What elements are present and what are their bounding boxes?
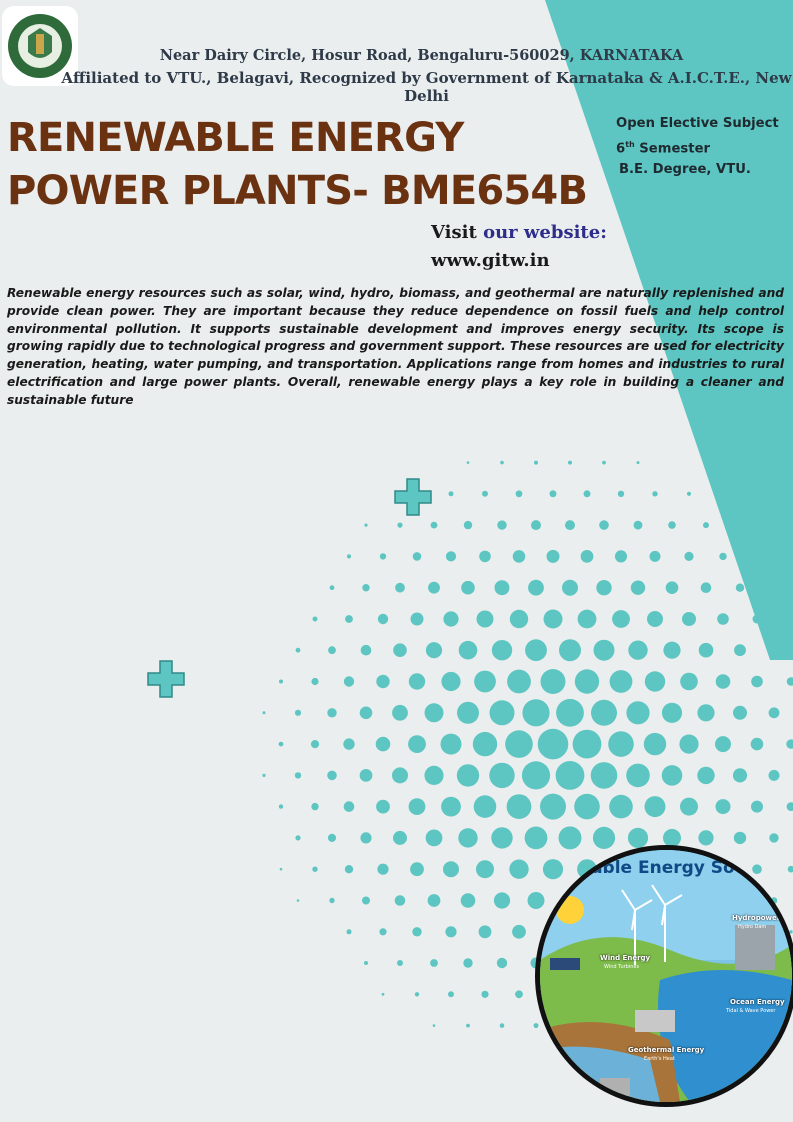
halftone-dot (701, 582, 712, 593)
halftone-dot (699, 643, 714, 658)
halftone-dot (751, 801, 763, 813)
halftone-dot (769, 833, 778, 842)
halftone-dot (584, 490, 591, 497)
halftone-dot (618, 491, 624, 497)
halftone-dot (525, 639, 547, 661)
subject-type: Open Elective Subject (616, 116, 779, 131)
halftone-dot (425, 703, 444, 722)
halftone-dot (467, 461, 470, 464)
subject-info (616, 113, 779, 180)
halftone-dot (376, 800, 390, 814)
college-affiliation: Affiliated to VTU., Belagavi, Recognized by Government of Karnataka & A.I.C.T.E., New Delhi (61, 69, 792, 105)
halftone-dot (509, 860, 528, 879)
halftone-dot (392, 705, 408, 721)
halftone-dot (461, 893, 476, 908)
halftone-dot (547, 550, 560, 563)
halftone-dot (459, 641, 478, 660)
halftone-dot (428, 894, 441, 907)
halftone-dot (559, 826, 582, 849)
halftone-dot (565, 520, 575, 530)
visit-website-label (431, 222, 607, 243)
halftone-dot (377, 864, 388, 875)
plus-icon (146, 659, 186, 699)
halftone-dot (594, 640, 615, 661)
halftone-dot (644, 733, 666, 755)
course-title-line-2: POWER PLANTS- BME654B (7, 168, 588, 214)
halftone-dot (311, 740, 319, 748)
halftone-dot (347, 554, 351, 558)
halftone-dot (525, 827, 548, 850)
halftone-dot (360, 832, 371, 843)
halftone-dot (408, 735, 426, 753)
halftone-dot (512, 925, 526, 939)
halftone-dot (771, 585, 777, 591)
halftone-dot (490, 700, 515, 725)
halftone-dot (482, 491, 488, 497)
halftone-dot (361, 645, 372, 656)
halftone-dot (787, 802, 793, 811)
halftone-dot (360, 769, 373, 782)
halftone-dot (393, 643, 407, 657)
halftone-dot (500, 461, 504, 465)
halftone-dot (562, 580, 578, 596)
halftone-dot (544, 610, 563, 629)
halftone-dot (395, 583, 405, 593)
halftone-dot (788, 866, 793, 873)
halftone-dot (279, 742, 284, 747)
halftone-dot (494, 892, 510, 908)
halftone-dot (608, 731, 634, 757)
halftone-dot (489, 763, 514, 788)
college-address: Near Dairy Circle, Hosur Road, Bengaluru-560029, KARNATAKA (159, 47, 684, 64)
halftone-dot (733, 768, 747, 782)
halftone-dot (736, 584, 744, 592)
halftone-dot (626, 764, 650, 788)
halftone-dot (578, 610, 597, 629)
halftone-dot (684, 552, 693, 561)
halftone-dot (296, 648, 301, 653)
halftone-dot (753, 615, 762, 624)
halftone-dot (344, 676, 354, 686)
halftone-dot (279, 680, 283, 684)
halftone-dot (430, 959, 438, 967)
halftone-dot (593, 827, 615, 849)
halftone-dot (540, 794, 566, 820)
halftone-dot (505, 730, 533, 758)
halftone-dot (345, 615, 353, 623)
halftone-dot (559, 639, 581, 661)
halftone-dot (397, 523, 402, 528)
halftone-dot (376, 737, 391, 752)
halftone-dot (495, 580, 510, 595)
halftone-dot (295, 710, 301, 716)
halftone-dot (610, 670, 633, 693)
halftone-dot (698, 830, 713, 845)
halftone-dot (364, 524, 367, 527)
halftone-dot (328, 834, 336, 842)
halftone-dot (379, 928, 386, 935)
halftone-dot (497, 520, 506, 529)
halftone-dot (568, 461, 572, 465)
halftone-dot (634, 521, 643, 530)
halftone-dot (410, 862, 424, 876)
halftone-dot (477, 611, 494, 628)
halftone-dot (528, 892, 545, 909)
halftone-dot (787, 677, 793, 686)
halftone-dot (628, 828, 648, 848)
halftone-dot (534, 461, 538, 465)
halftone-dot (297, 899, 300, 902)
halftone-dot (769, 770, 780, 781)
halftone-dot (382, 993, 385, 996)
geothermal-energy-sublabel: Earth's Heat (644, 1056, 675, 1062)
illustration-banner: vable Energy Sour (580, 858, 756, 878)
halftone-dot (786, 739, 793, 748)
halftone-dot (716, 674, 731, 689)
halftone-dot (650, 551, 661, 562)
halftone-dot (612, 610, 630, 628)
halftone-dot (295, 772, 301, 778)
description-paragraph: Renewable energy resources such as solar, wind, hydro, biomass, and geothermal are naturally replenished and provide clean power. They are important because they reduce dependence on fossil fuels and help control environmental pollution. It supports sustainable development and improves energy security. Its scope is growing rapidly due to technological progress and government support. These resources are used for electricity generation, heating, water pumping, and transportation. Applications range from homes and industries to rural electrification and large power plants. Overall, renewable energy plays a key role in building a cleaner and sustainable future (7, 286, 784, 407)
halftone-dot (397, 960, 403, 966)
halftone-dot (596, 580, 611, 595)
halftone-dot (481, 991, 488, 998)
ocean-energy-label: Ocean Energy (730, 998, 785, 1006)
hydropower-sublabel: Hydro Dam (738, 924, 767, 930)
halftone-dot (476, 860, 494, 878)
halftone-dot (507, 794, 532, 819)
halftone-dot (599, 520, 609, 530)
halftone-dot (330, 585, 335, 590)
halftone-dot (441, 734, 462, 755)
halftone-dot (666, 581, 679, 594)
halftone-dot (344, 801, 355, 812)
halftone-dot (522, 761, 550, 789)
halftone-dot (446, 551, 456, 561)
halftone-dot (311, 803, 318, 810)
halftone-dot (769, 707, 780, 718)
halftone-dot (347, 929, 352, 934)
halftone-dot (716, 799, 731, 814)
visit-word: Visit (431, 222, 477, 243)
halftone-dot (628, 641, 647, 660)
halftone-dot (395, 895, 406, 906)
halftone-dot (327, 708, 336, 717)
wind-energy-sublabel: Wind Turbines (604, 964, 640, 970)
hydropower-label: Hydropower (732, 914, 781, 922)
halftone-dot (426, 830, 443, 847)
halftone-dot (492, 640, 512, 660)
halftone-dot (668, 521, 676, 529)
halftone-dot (575, 669, 599, 693)
halftone-dot (464, 521, 472, 529)
our-word: our (483, 222, 518, 243)
halftone-dot (722, 493, 725, 496)
halftone-dot (295, 835, 300, 840)
halftone-dot (602, 461, 606, 465)
course-title-line-1: RENEWABLE ENERGY (7, 115, 464, 161)
halftone-dot (409, 673, 425, 689)
website-url[interactable]: www.gitw.in (431, 250, 550, 271)
halftone-dot (581, 550, 594, 563)
halftone-dot (719, 553, 726, 560)
semester-suffix: th (625, 140, 635, 149)
halftone-dot (687, 492, 691, 496)
halftone-dot (615, 550, 627, 562)
halftone-dot (311, 678, 318, 685)
halftone-dot (328, 646, 336, 654)
halftone-dot (754, 554, 759, 559)
halftone-dot (474, 671, 496, 693)
halftone-dot (362, 584, 369, 591)
halftone-dot (441, 797, 461, 817)
ocean-energy-sublabel: Tidal & Wave Power (726, 1008, 776, 1014)
halftone-dot (697, 704, 714, 721)
halftone-dot (751, 676, 763, 688)
halftone-dot (682, 612, 696, 626)
halftone-dot (491, 827, 512, 848)
halftone-dot (703, 522, 709, 528)
halftone-dot (479, 551, 491, 563)
halftone-dot (280, 868, 283, 871)
halftone-dot (441, 672, 460, 691)
halftone-dot (751, 738, 764, 751)
halftone-dot (531, 520, 541, 530)
halftone-dot (556, 761, 585, 790)
halftone-dot (279, 804, 283, 808)
halftone-dot (362, 897, 370, 905)
halftone-dot (662, 703, 682, 723)
halftone-dot (770, 646, 779, 655)
halftone-dot (652, 491, 657, 496)
semester-info (616, 134, 779, 159)
halftone-dot (474, 795, 497, 818)
halftone-dot (380, 553, 386, 559)
halftone-dot (717, 613, 729, 625)
halftone-dot (431, 522, 438, 529)
halftone-dot (461, 581, 475, 595)
halftone-dot (376, 675, 389, 688)
halftone-dot (458, 828, 477, 847)
energy-landscape-image (540, 850, 792, 1102)
halftone-dot (457, 702, 479, 724)
halftone-dot (411, 613, 424, 626)
halftone-dot (626, 701, 649, 724)
halftone-dot (449, 491, 454, 496)
halftone-dot (534, 1023, 539, 1028)
halftone-dot (393, 831, 407, 845)
halftone-dot (609, 795, 633, 819)
halftone-dot (790, 555, 793, 558)
halftone-dot (500, 1023, 505, 1028)
halftone-dot (313, 617, 318, 622)
halftone-dot (738, 523, 742, 527)
website-word: website: (523, 222, 607, 243)
halftone-dot (473, 732, 497, 756)
halftone-dot (424, 766, 443, 785)
halftone-dot (345, 865, 353, 873)
halftone-dot (428, 582, 440, 594)
halftone-dot (550, 490, 557, 497)
halftone-dot (556, 699, 584, 727)
halftone-dot (378, 614, 388, 624)
plus-icon (393, 477, 433, 517)
halftone-dot (463, 958, 472, 967)
halftone-dot (327, 771, 337, 781)
halftone-dot (647, 611, 663, 627)
geothermal-energy-label: Geothermal Energy (628, 1046, 705, 1054)
halftone-dot (591, 762, 618, 789)
halftone-dot (679, 735, 698, 754)
renewable-energy-illustration (535, 845, 793, 1107)
halftone-dot (734, 832, 746, 844)
halftone-dot (443, 611, 458, 626)
semester-word: Semester (634, 141, 711, 157)
halftone-dot (457, 764, 479, 786)
halftone-dot (513, 550, 526, 563)
halftone-dot (662, 765, 683, 786)
halftone-dot (448, 991, 454, 997)
halftone-dot (392, 767, 408, 783)
halftone-dot (645, 796, 666, 817)
halftone-dot (426, 642, 442, 658)
halftone-dot (573, 730, 602, 759)
halftone-dot (541, 669, 566, 694)
halftone-dot (637, 461, 640, 464)
degree-info: B.E. Degree, VTU. (619, 162, 751, 178)
halftone-dot (680, 673, 698, 691)
halftone-dot (734, 644, 746, 656)
halftone-dot (466, 1024, 470, 1028)
halftone-dot (413, 552, 422, 561)
halftone-dot (329, 898, 334, 903)
halftone-dot (543, 859, 563, 879)
halftone-dot (715, 736, 731, 752)
wind-energy-label: Wind Energy (600, 954, 651, 962)
halftone-dot (515, 990, 523, 998)
halftone-dot (312, 867, 317, 872)
halftone-dot (733, 706, 747, 720)
halftone-dot (445, 926, 456, 937)
halftone-dot (443, 861, 459, 877)
halftone-dot (528, 580, 544, 596)
halftone-dot (510, 610, 528, 628)
halftone-dot (591, 700, 617, 726)
halftone-dot (497, 958, 507, 968)
halftone-dot (631, 581, 645, 595)
halftone-dot (507, 670, 531, 694)
halftone-dot (415, 992, 419, 996)
halftone-dot (645, 671, 665, 691)
halftone-dot (343, 738, 354, 749)
halftone-dot (433, 1024, 436, 1027)
halftone-dot (538, 729, 569, 760)
semester-number: 6 (616, 141, 626, 157)
halftone-dot (364, 961, 368, 965)
halftone-dot (574, 794, 600, 820)
halftone-dot (409, 798, 426, 815)
halftone-dot (412, 927, 421, 936)
halftone-dot (522, 699, 549, 726)
halftone-dot (479, 925, 492, 938)
halftone-dot (262, 774, 265, 777)
halftone-dot (263, 711, 266, 714)
halftone-dot (516, 490, 523, 497)
halftone-dot (360, 707, 373, 720)
halftone-dot (680, 798, 698, 816)
halftone-dot (663, 642, 680, 659)
halftone-dot (697, 767, 714, 784)
